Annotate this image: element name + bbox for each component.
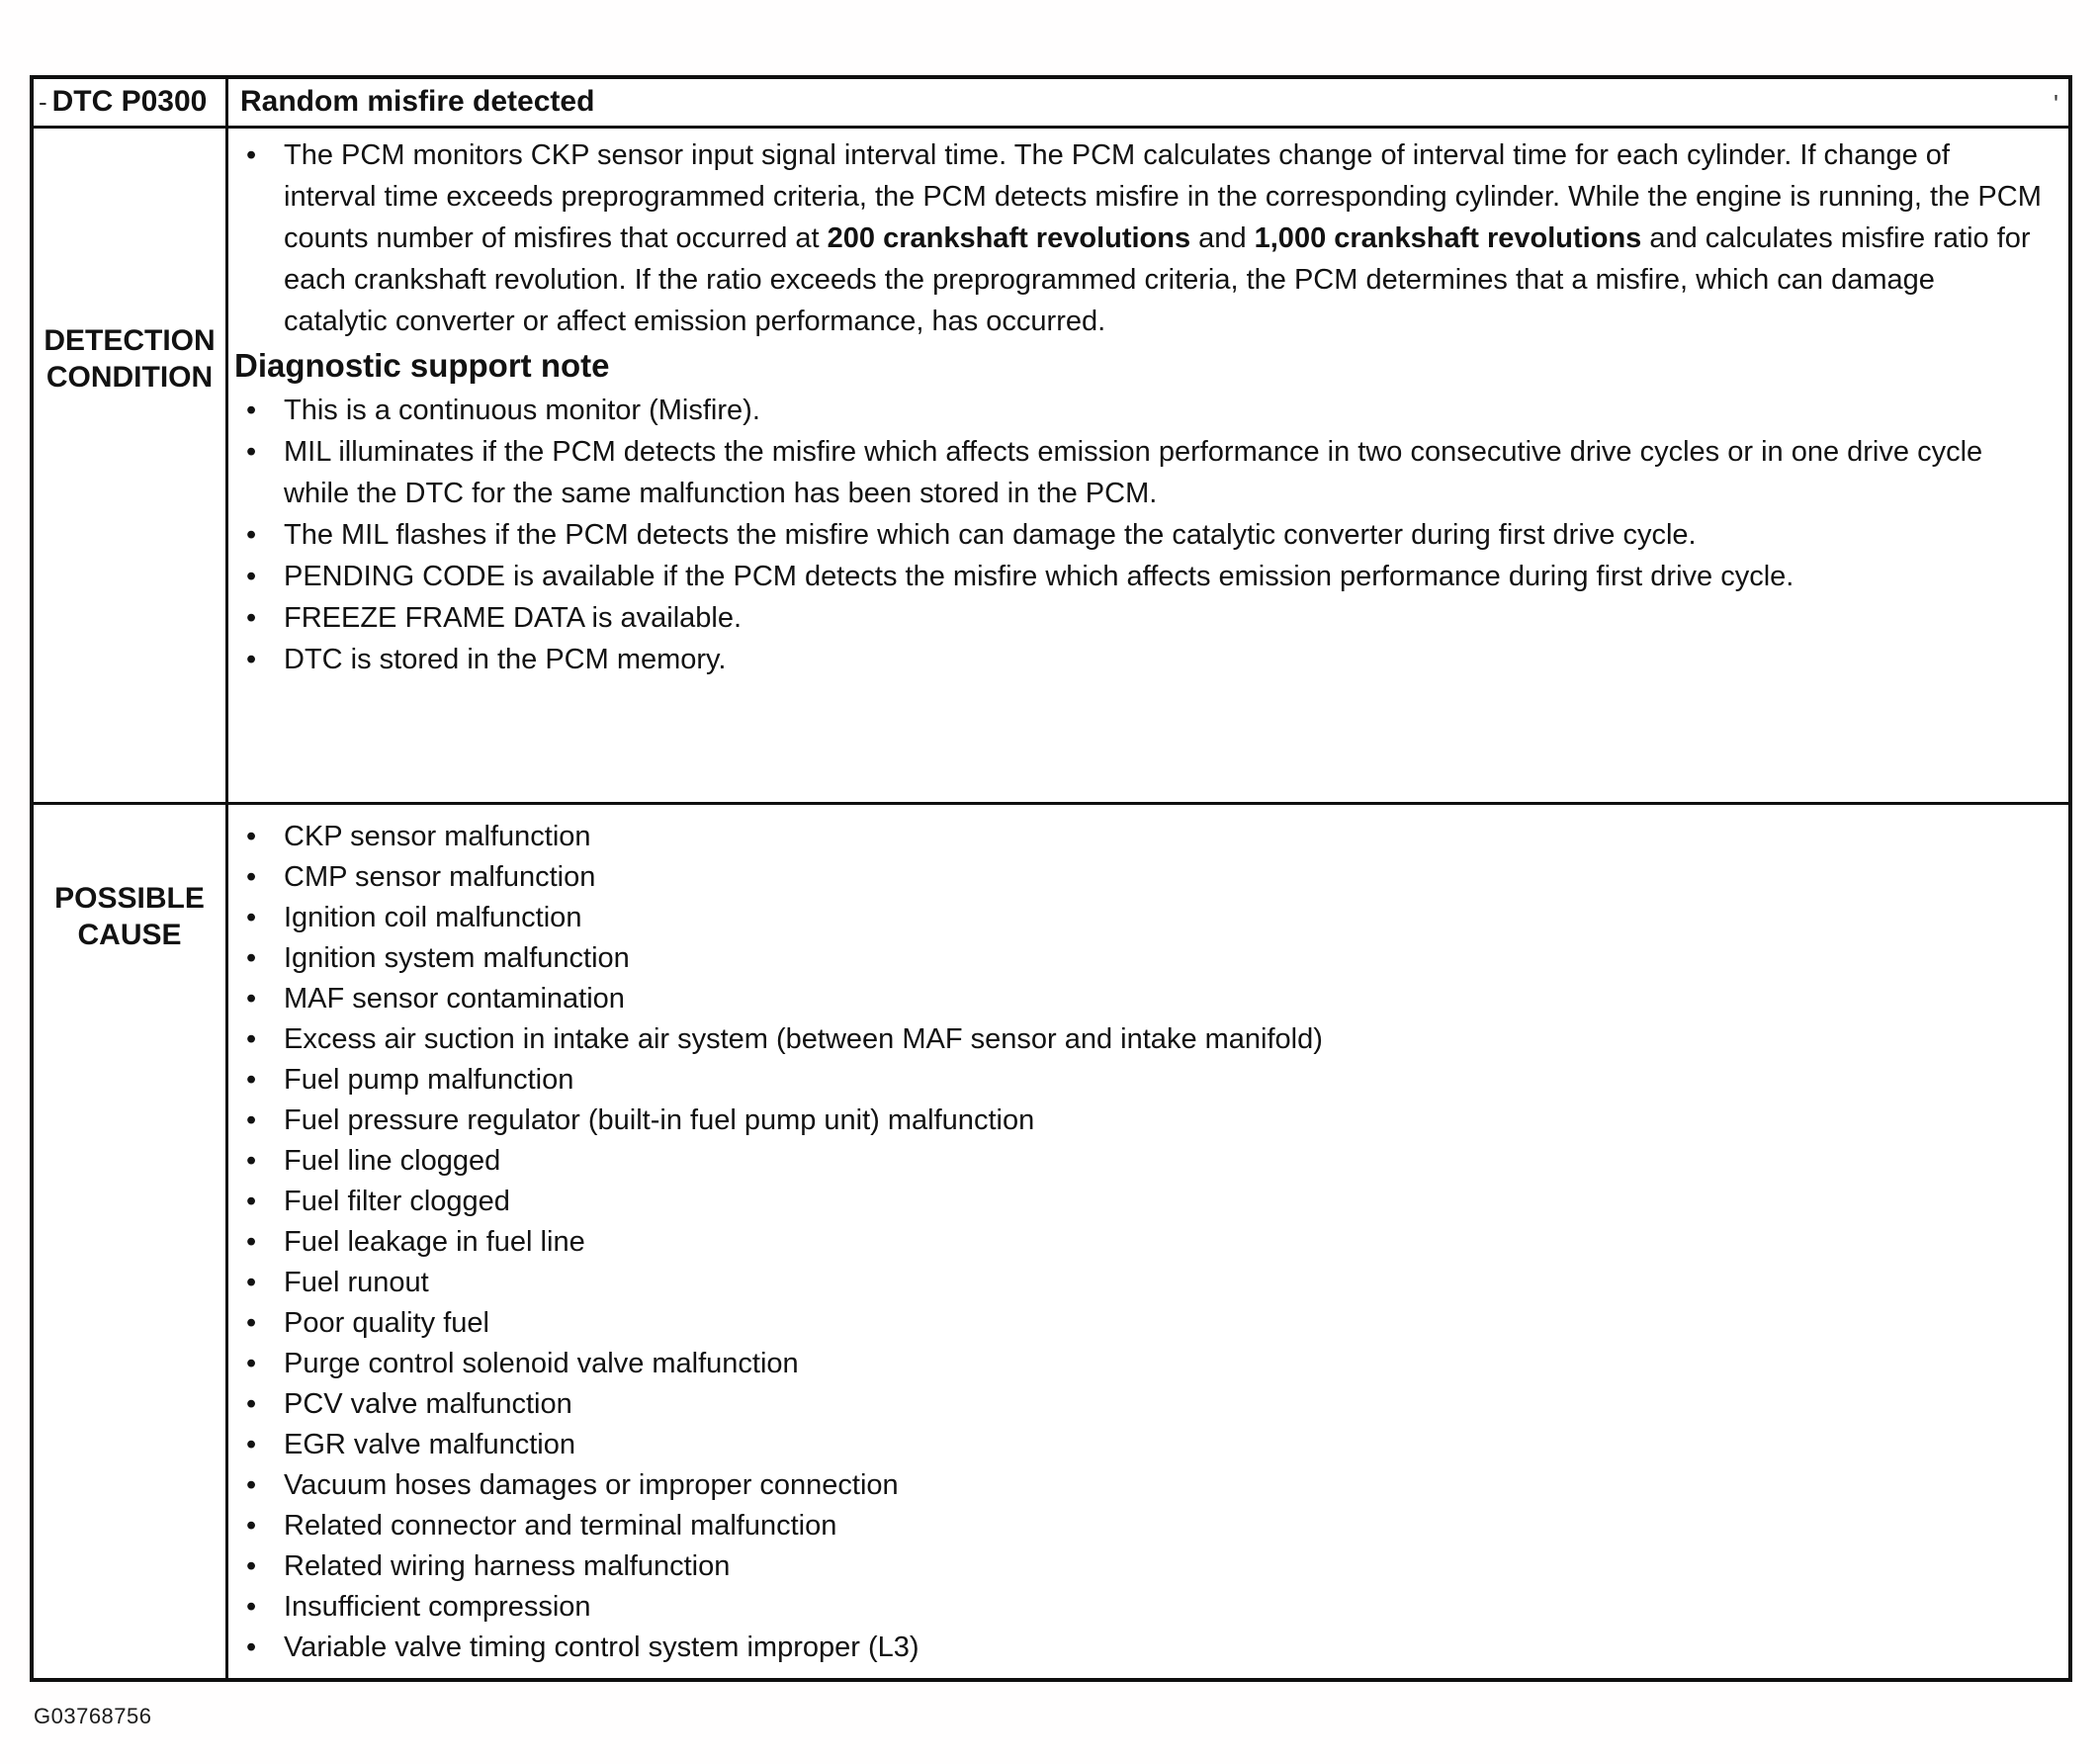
detection-condition-label	[34, 129, 228, 802]
bullet-item: • CMP sensor malfunction	[228, 857, 2043, 898]
detection-bold-1000-revolutions: 1,000 crankshaft revolutions	[1254, 222, 1642, 254]
bullet-item: • Related connector and terminal malfunction	[228, 1506, 2043, 1546]
bullet-item: • FREEZE FRAME DATA is available.	[228, 597, 2043, 639]
diagnostic-support-bullet-list	[228, 390, 2043, 680]
bullet-item: • The MIL flashes if the PCM detects the misfire which can damage the catalytic converter during first drive cycle.	[228, 514, 2043, 556]
bullet-item: • Ignition system malfunction	[228, 938, 2043, 979]
bullet-item: • Poor quality fuel	[228, 1303, 2043, 1344]
bullet-item: • MIL illuminates if the PCM detects the misfire which affects emission performance in two consecutive drive cycles or in one drive cycle while the DTC for the same malfunction has been stored in the PCM.	[228, 431, 2043, 514]
bullet-item: • Fuel line clogged	[228, 1141, 2043, 1182]
detection-text-part3: and calculates misfire ratio for each crankshaft revolution. If the ratio exceeds the preprogrammed criteria, the PCM determines that a misfire, which can damage catalytic converter or affect emission performance, has occurred.	[284, 222, 2031, 337]
bullet-item: • PENDING CODE is available if the PCM detects the misfire which affects emission performance during first drive cycle.	[228, 556, 2043, 597]
bullet-item: • Purge control solenoid valve malfunction	[228, 1344, 2043, 1384]
bullet-item: • EGR valve malfunction	[228, 1425, 2043, 1465]
detection-condition-content	[228, 129, 2068, 802]
possible-cause-row	[34, 802, 2068, 1678]
dtc-code-cell	[34, 79, 228, 126]
bullet-item: • Related wiring harness malfunction	[228, 1546, 2043, 1587]
detection-main-bullet	[228, 134, 2043, 342]
detection-text-part1: The PCM monitors CKP sensor input signal interval time. The PCM calculates change of interval time for each cylinder. If change of interval time exceeds preprogrammed criteria, the PCM detects misfire in the corresponding cylinder. While the engine is running, the PCM counts number of misfires that occurred at	[284, 139, 2042, 254]
bullet-item: • Insufficient compression	[228, 1587, 2043, 1628]
bullet-item: • Fuel leakage in fuel line	[228, 1222, 2043, 1263]
bullet-item: • Vacuum hoses damages or improper connection	[228, 1465, 2043, 1506]
diagnostic-support-note-heading: Diagnostic support note	[234, 347, 610, 384]
detection-main-bullet-list	[228, 134, 2043, 342]
detection-text-part2: and	[1190, 222, 1255, 254]
possible-cause-label-line2: CAUSE	[77, 919, 182, 951]
dtc-table	[30, 75, 2072, 1682]
possible-cause-label-line1: POSSIBLE	[54, 882, 205, 915]
possible-cause-content	[228, 805, 2068, 1678]
bullet-item: • Variable valve timing control system improper (L3)	[228, 1628, 2043, 1668]
possible-cause-label	[34, 805, 228, 1678]
bullet-item: • PCV valve malfunction	[228, 1384, 2043, 1425]
bullet-item: • Fuel runout	[228, 1263, 2043, 1303]
bullet-item: • Fuel pressure regulator (built-in fuel pump unit) malfunction	[228, 1101, 2043, 1141]
detection-condition-row	[34, 126, 2068, 802]
bullet-item: • Fuel pump malfunction	[228, 1060, 2043, 1101]
bullet-item: • MAF sensor contamination	[228, 979, 2043, 1019]
dtc-code: DTC P0300	[51, 85, 208, 118]
detection-label-line1: DETECTION	[44, 324, 216, 357]
bullet-item: • CKP sensor malfunction	[228, 817, 2043, 857]
dtc-header-row	[34, 79, 2068, 126]
detection-bold-200-revolutions: 200 crankshaft revolutions	[827, 222, 1191, 254]
possible-cause-bullet-list	[228, 817, 2043, 1668]
bullet-item: • DTC is stored in the PCM memory.	[228, 639, 2043, 680]
bullet-item: • This is a continuous monitor (Misfire).	[228, 390, 2043, 431]
detection-label-line2: CONDITION	[45, 361, 214, 394]
figure-id: G03768756	[34, 1704, 152, 1728]
bullet-item: • Ignition coil malfunction	[228, 898, 2043, 938]
bullet-item: • Excess air suction in intake air system (between MAF sensor and intake manifold)	[228, 1019, 2043, 1060]
dtc-title-cell	[228, 79, 2068, 126]
bullet-item: • Fuel filter clogged	[228, 1182, 2043, 1222]
scan-artifact-left: -	[39, 87, 47, 117]
dtc-title: Random misfire detected	[240, 85, 595, 118]
scan-artifact-right: '	[2054, 89, 2058, 119]
